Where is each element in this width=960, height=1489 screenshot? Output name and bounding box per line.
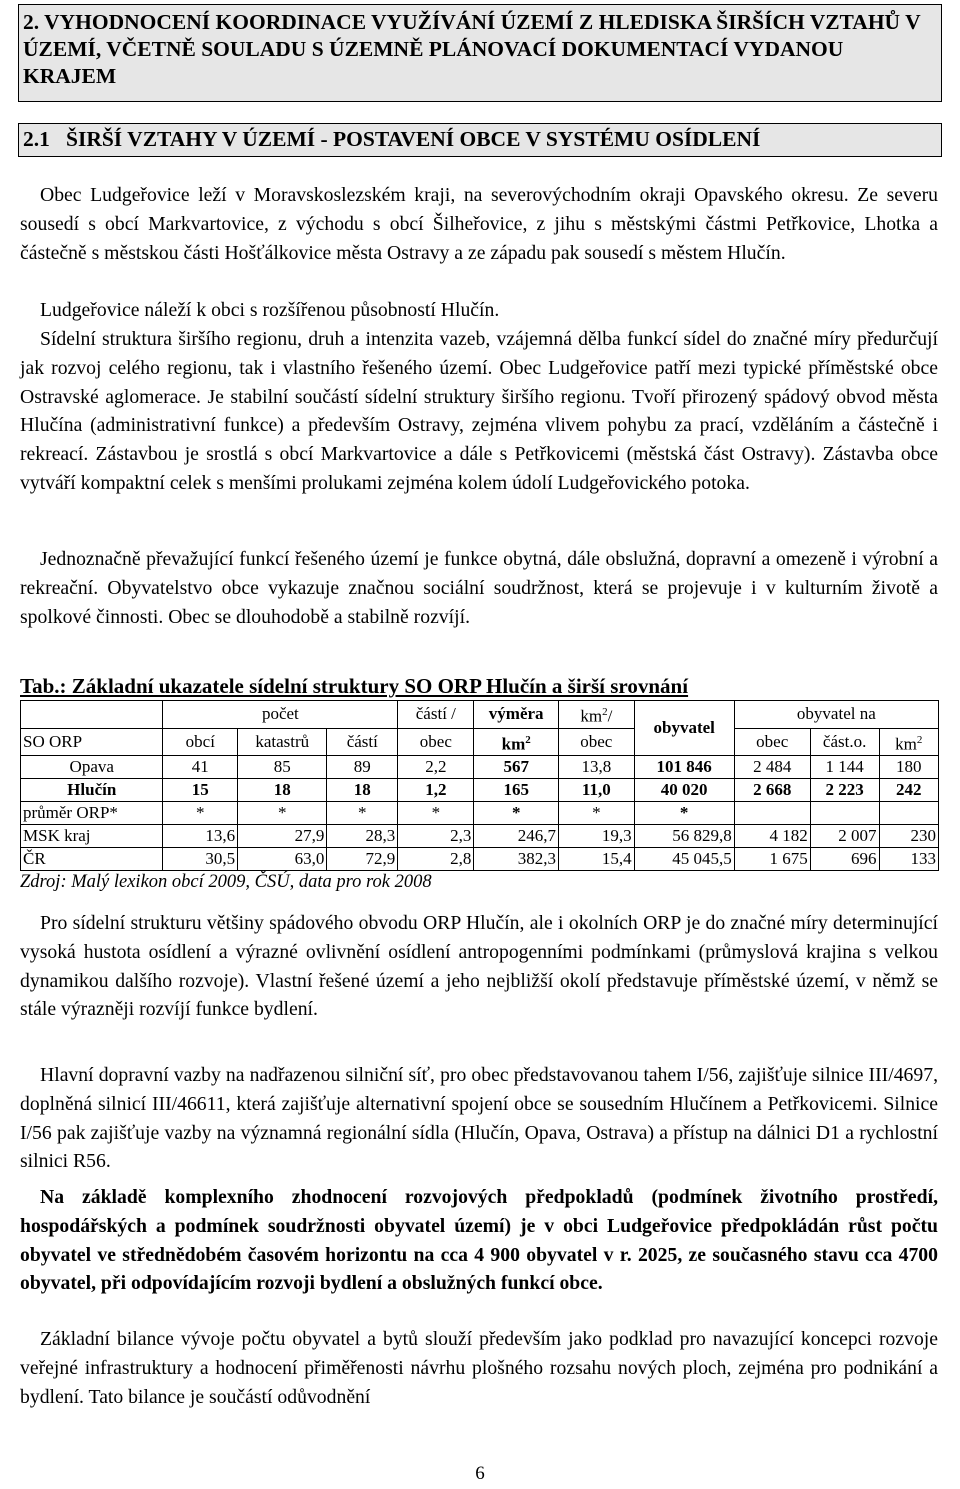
section-heading	[18, 123, 942, 157]
header-vymera: výměra	[474, 701, 559, 729]
table-cell	[734, 802, 810, 825]
header-so-orp: SO ORP	[21, 728, 163, 756]
table-cell: 1 144	[810, 756, 879, 779]
header-obec-3: obec	[734, 728, 810, 756]
header-km-last-sup: 2	[916, 733, 923, 746]
paragraph-transport: Hlavní dopravní vazby na nadřazenou silniční síť, pro obec představovanou tahem I/56, zajišťuje silnice III/4697, doplněná silnicí III/46611, která zajišťuje alternativní spojení obce se sousedním Hlučínem a Petřkovicemi. Silnice I/56 pak zajišťuje vazby na významná regionální sídla (Hlučín, Opava, Ostrava) a přístup na dálnici D1 a rychlostní silnici R56.	[20, 1064, 938, 1173]
header-km-last	[879, 728, 938, 756]
page-number: 6	[475, 1463, 485, 1484]
table-cell: 2,2	[398, 756, 474, 779]
table-cell: 242	[879, 779, 938, 802]
table-cell: *	[163, 802, 238, 825]
table-cell	[879, 802, 938, 825]
table-cell: 45 045,5	[634, 848, 734, 871]
header-km2-per-sup: 2	[602, 706, 608, 718]
table-cell: 63,0	[238, 848, 327, 871]
header-obec-2: obec	[558, 728, 634, 756]
table-title-text: : Základní ukazatele sídelní struktury SO ORP Hlučín a širší srovnání	[59, 674, 689, 698]
table-cell: 696	[810, 848, 879, 871]
table-cell: 15	[163, 779, 238, 802]
paragraph-functions: Jednoznačně převažující funkcí řešeného území je funkce obytná, dále obslužná, dopravní a omezeně i výrobní a rekreační. Obyvatelstvo obce vykazuje značnou sociální soudržnost, která se projevuje i v kulturním životě a spolkové činnosti. Obec se dlouhodobě a stabilně rozvíjí.	[20, 548, 938, 628]
table-source: Zdroj: Malý lexikon obcí 2009, ČSÚ, data pro rok 2008	[20, 872, 432, 892]
table-title	[20, 672, 688, 700]
table-cell: *	[634, 802, 734, 825]
table-cell: *	[558, 802, 634, 825]
table-cell	[810, 802, 879, 825]
header-km2-per-slash: /	[607, 706, 613, 726]
row-hlucin-label: Hlučín	[21, 779, 163, 802]
table-cell: 15,4	[558, 848, 634, 871]
table-row	[21, 802, 939, 825]
header-km-sup: 2	[525, 733, 531, 746]
table-cell: 11,0	[558, 779, 634, 802]
table-row	[21, 825, 939, 848]
header-casti: částí	[327, 728, 398, 756]
table-cell: 2,8	[398, 848, 474, 871]
table-header-row-1	[21, 701, 939, 729]
table-cell: 101 846	[634, 756, 734, 779]
paragraph-neighbours: Obec Ludgeřovice leží v Moravskoslezském kraji, na severovýchodním okraji Opavského okresu. Ze severu sousedí s obcí Markvartovice, z východu s obcí Šilheřovice, z jihu s městskými částmi Petřkovice, Lhotka a částečně s městskou části Hošťálkovice města Ostravy a ze západu pak sousedí s městem Hlučín.	[20, 184, 938, 264]
table-cell: 1,2	[398, 779, 474, 802]
table-body	[21, 756, 939, 871]
row-msk-kraj-label: MSK kraj	[21, 825, 163, 848]
settlement-table	[20, 700, 939, 871]
table-cell: 89	[327, 756, 398, 779]
table-row	[21, 848, 939, 871]
table-cell: 180	[879, 756, 938, 779]
table-cell: 230	[879, 825, 938, 848]
table-cell: 13,6	[163, 825, 238, 848]
header-pocet: počet	[163, 701, 398, 729]
table-cell: 72,9	[327, 848, 398, 871]
table-cell: 41	[163, 756, 238, 779]
table-cell: 382,3	[474, 848, 559, 871]
paragraph-settlement-structure: Sídelní struktura širšího regionu, druh a intenzita vazeb, vzájemná dělba funkcí sídel do značné míry předurčují jak rozvoj celého regionu, tak i vlastního řešeného území. Obec Ludgeřovice patří mezi typické příměstské obce Ostravské aglomerace. Je stabilní součástí sídelní struktury širšího regionu. Tvoří přirozený spádový obvod města Hlučína (administrativní funkce) a především Ostravy, zejména vlivem pohybu za prací, vzděláním a částečně i rekreací. Zástavbou je srostlá s obcí Markvartovice a dále s Petřkovicemi (městská část Ostravy). Zástavba obce vytváří kompaktní celek s menšími prolukami zejména kolem údolí Ludgeřovického potoka.	[20, 328, 938, 494]
table-header-row-2	[21, 728, 939, 756]
header-km2-per-text: km	[580, 706, 603, 726]
table-title-prefix: Tab.	[20, 674, 60, 698]
header-obyvatel: obyvatel	[634, 701, 734, 756]
chapter-heading-text: 2. VYHODNOCENÍ KOORDINACE VYUŽÍVÁNÍ ÚZEMÍ Z HLEDISKA ŠIRŠÍCH VZTAHŮ V ÚZEMÍ, VČETNĚ SOULADU S ÚZEMNĚ PLÁNOVACÍ DOKUMENTACÍ VYDANOU KRAJEM	[23, 10, 921, 88]
header-casti-per: částí /	[398, 701, 474, 729]
header-obec-1: obec	[398, 728, 474, 756]
table-cell: *	[238, 802, 327, 825]
paragraph-orp-structure: Pro sídelní strukturu většiny spádového obvodu ORP Hlučín, ale i okolních ORP je do značné míry determinující vysoká hustota osídlení a výrazné ovlivnění osídlení antropogenními podmínkami (průmyslová krajina s velkou dynamikou dalšího rozvoje). Vlastní řešené území a jeho nejbližší okolí představuje příměstské území, v němž se stále výrazněji rozvíjí funkce bydlení.	[20, 912, 938, 1021]
table-cell: 19,3	[558, 825, 634, 848]
header-km	[474, 728, 559, 756]
table-row	[21, 756, 939, 779]
header-cast-o: část.o.	[810, 728, 879, 756]
table-cell: 2,3	[398, 825, 474, 848]
table-cell: 246,7	[474, 825, 559, 848]
header-km-last-text: km	[895, 734, 917, 754]
table-cell: 1 675	[734, 848, 810, 871]
header-katastru: katastrů	[238, 728, 327, 756]
section-heading-text: 2.1 ŠIRŠÍ VZTAHY V ÚZEMÍ - POSTAVENÍ OBCE V SYSTÉMU OSÍDLENÍ	[23, 127, 761, 151]
chapter-heading	[18, 4, 942, 102]
header-obyvatel-na: obyvatel na	[734, 701, 938, 729]
header-obci: obcí	[163, 728, 238, 756]
row-prumer-orp-label: průměr ORP*	[21, 802, 163, 825]
table-cell: 85	[238, 756, 327, 779]
table-cell: 2 484	[734, 756, 810, 779]
table-row	[21, 779, 939, 802]
header-km-text: km	[501, 734, 526, 754]
table-cell: 4 182	[734, 825, 810, 848]
table-cell: *	[474, 802, 559, 825]
table-cell: 2 668	[734, 779, 810, 802]
header-km2-per	[558, 701, 634, 729]
table-cell: 40 020	[634, 779, 734, 802]
table-cell: 18	[327, 779, 398, 802]
table-cell: *	[327, 802, 398, 825]
header-cell	[21, 701, 163, 729]
table-cell: 56 829,8	[634, 825, 734, 848]
paragraph-balance: Základní bilance vývoje počtu obyvatel a bytů slouží především jako podklad pro navazující koncepci rozvoje veřejné infrastruktury a hodnocení přiměřenosti návrhu plošného rozsahu nových ploch, zejména pro podnikání a bydlení. Tato bilance je součástí odůvodnění	[20, 1328, 938, 1408]
table-cell: 18	[238, 779, 327, 802]
table-cell: 2 007	[810, 825, 879, 848]
table-cell: 28,3	[327, 825, 398, 848]
table-cell: *	[398, 802, 474, 825]
table-cell: 567	[474, 756, 559, 779]
table-cell: 165	[474, 779, 559, 802]
table-cell: 133	[879, 848, 938, 871]
row-cr-label: ČR	[21, 848, 163, 871]
table-cell: 30,5	[163, 848, 238, 871]
table-cell: 27,9	[238, 825, 327, 848]
paragraph-orp: Ludgeřovice náleží k obci s rozšířenou působností Hlučín.	[40, 299, 500, 321]
table-cell: 2 223	[810, 779, 879, 802]
table-cell: 13,8	[558, 756, 634, 779]
row-opava-label: Opava	[21, 756, 163, 779]
paragraph-population-forecast: Na základě komplexního zhodnocení rozvojových předpokladů (podmínek životního prostředí, hospodářských a podmínek soudržnosti obyvatel území) je v obci Ludgeřovice předpokládán růst počtu obyvatel ve střednědobém časovém horizontu na cca 4 900 obyvatel v r. 2025, ze současného stavu cca 4700 obyvatel, při odpovídajícím rozvoji bydlení a obslužných funkcí obce.	[20, 1186, 938, 1295]
